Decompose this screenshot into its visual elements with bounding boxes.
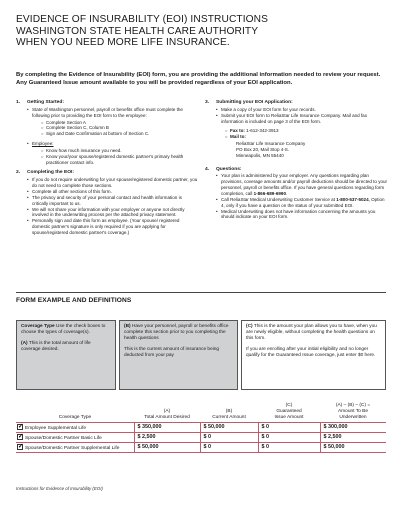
- title-line-2: WASHINGTON STATE HEALTH CARE AUTHORITY: [16, 25, 259, 37]
- definition-coverage-type: Coverage Type Use the check boxes to choose the types of coverage(s). (A) This is the total amount of life coverage desired.: [16, 320, 116, 390]
- list-item: • Employee: ○ Know how much insurance you need. ○ Know your/your spouse/registered domestic partner's primary health practitioner contact info.: [27, 141, 198, 165]
- page-footer: Instructions for Evidence of Insurability (EOI): [16, 486, 103, 491]
- list-item: • The privacy and security of your personal contact and health information is critically important to us.: [27, 195, 198, 207]
- table-row: ✓Employee Supplemental Life $ 350,000 $ 50,000 $ 0 $ 300,000: [16, 422, 386, 432]
- form-example-heading: FORM EXAMPLE AND DEFINITIONS: [16, 297, 132, 304]
- table-row: ✓Spouse/Domestic Partner Supplemental Life $ 50,000 $ 0 $ 0 $ 50,000: [16, 442, 386, 452]
- document-title: [16, 14, 386, 49]
- list-item: • Call ReliaStar Medical Underwriting Customer Service at 1-800-537-5024, Option 4, only if you have a question on the status of your submitted EOI.: [216, 197, 389, 209]
- title-line-3: WHEN YOU NEED MORE LIFE INSURANCE.: [16, 37, 230, 49]
- list-item: ○ Complete Section A: [41, 120, 198, 126]
- definition-column-b: (B) Have your personnel, payroll or benefits office complete this section prior to you completing the health questions This is the current amount of insurance being deducted from your pay: [119, 320, 238, 390]
- list-item: • State of Washington personnel, payroll or benefits office must complete the following prior to providing the EOI form to the employee: ○ Complete Section A ○ Complete Section C, Column B ○ Sign and Date Confirmation at bottom of Section C.: [27, 107, 198, 137]
- column-header: (A) Total Amount Desired: [134, 394, 200, 422]
- list-item: • Submit your EOI form to ReliaStar Life Insurance Company. Mail and fax information is included on page 3 of the EOI form.: [216, 113, 389, 125]
- checked-box-icon[interactable]: [17, 444, 23, 450]
- section-questions: [205, 167, 389, 221]
- checked-box-icon[interactable]: [17, 424, 23, 430]
- phone-number: 1-866-689-6990: [253, 190, 286, 196]
- title-line-1: EVIDENCE OF INSURABILITY (EOI) INSTRUCTIONS: [16, 14, 269, 25]
- section-heading: Getting Started:: [27, 100, 64, 105]
- table-row: ✓Spouse/Domestic Partner Basic Life $ 2,500 $ 0 $ 0 $ 2,500: [16, 432, 386, 442]
- list-item: ○ Know your/your spouse/registered domestic partner's primary health practitioner contact info.: [41, 154, 198, 166]
- definition-column-c: (C) This is the amount your plan allows you to have, when you are newly eligible, without completing the health questions on this form. If you are enrolling after your initial eligibility and no longer qualify for the Guaranteed Issue coverage, just enter $0 here.: [241, 320, 386, 390]
- list-item: • Your plan is administered by your employer. Any questions regarding plan provisions, coverage amounts and/or payroll deductions should be directed to your personnel, payroll or benefits office. If you have general questions regarding form completion, call 1-866-689-6990.: [216, 173, 389, 196]
- list-item: • If you do not require underwriting for your spouse/registered domestic partner, you do not need to complete those sections.: [27, 177, 198, 189]
- section-number: 4.: [205, 166, 210, 172]
- column-header: (B) Current Amount: [200, 394, 258, 422]
- section-number: 3.: [205, 100, 210, 105]
- divider: [16, 292, 386, 293]
- list-item: ○ Mail to:: [225, 134, 389, 140]
- right-column: [205, 100, 389, 225]
- column-header: Coverage Type: [16, 394, 134, 422]
- section-number: 2.: [16, 170, 21, 176]
- list-item: ○ Sign and Date Confirmation at bottom of Section C.: [41, 131, 198, 137]
- checked-box-icon[interactable]: [17, 434, 23, 440]
- section-number: 1.: [16, 100, 21, 105]
- list-item: • Medical Underwriting does not have information concerning the amounts you should indicate on your EOI form.: [216, 209, 389, 221]
- column-header: (A) – (B) – (C) = Amount To Be Underwritten: [320, 394, 386, 422]
- mailing-address: ReliaStar Life Insurance Company PO Box 20, Mail Stop 4-S. Minneapolis, MN 55440: [236, 141, 306, 158]
- list-item: ○ Complete Section C, Column B: [41, 125, 198, 131]
- example-table: [16, 394, 386, 453]
- intro-paragraph: By completing the Evidence of Insurability (EOI) form, you are providing the additional information needed to review your request. Any Guaranteed Issue amount available to you will be provided regardless of your EOI application.: [16, 72, 381, 86]
- section-heading: Submitting your EOI Application:: [216, 100, 293, 105]
- section-submitting: [205, 100, 389, 159]
- list-item: • Personally sign and date this form as employee. (Your spouse/ registered domestic partner's signature is only required if you are applying for spouse/registered domestic partner's coverage.): [27, 218, 198, 236]
- section-getting-started: [16, 100, 198, 165]
- phone-number: 1-800-537-5024: [336, 196, 369, 202]
- list-item: • We will not share your information with your employer or anyone not directly involved in the underwriting process per the attached privacy statement.: [27, 207, 198, 219]
- column-header: (C) Guaranteed Issue Amount: [258, 394, 320, 422]
- list-item: ○ Know how much insurance you need.: [41, 148, 198, 154]
- list-item: ○ Fax to: 1-612-342-3913: [225, 128, 389, 134]
- section-heading: Completing the EOI:: [27, 170, 75, 176]
- left-column: [16, 100, 198, 241]
- list-item: • Make a copy of your EOI form for your records.: [216, 107, 389, 113]
- section-completing: [16, 170, 198, 235]
- list-item: • Complete all other sections of this form.: [27, 189, 198, 195]
- section-heading: Questions:: [216, 166, 242, 172]
